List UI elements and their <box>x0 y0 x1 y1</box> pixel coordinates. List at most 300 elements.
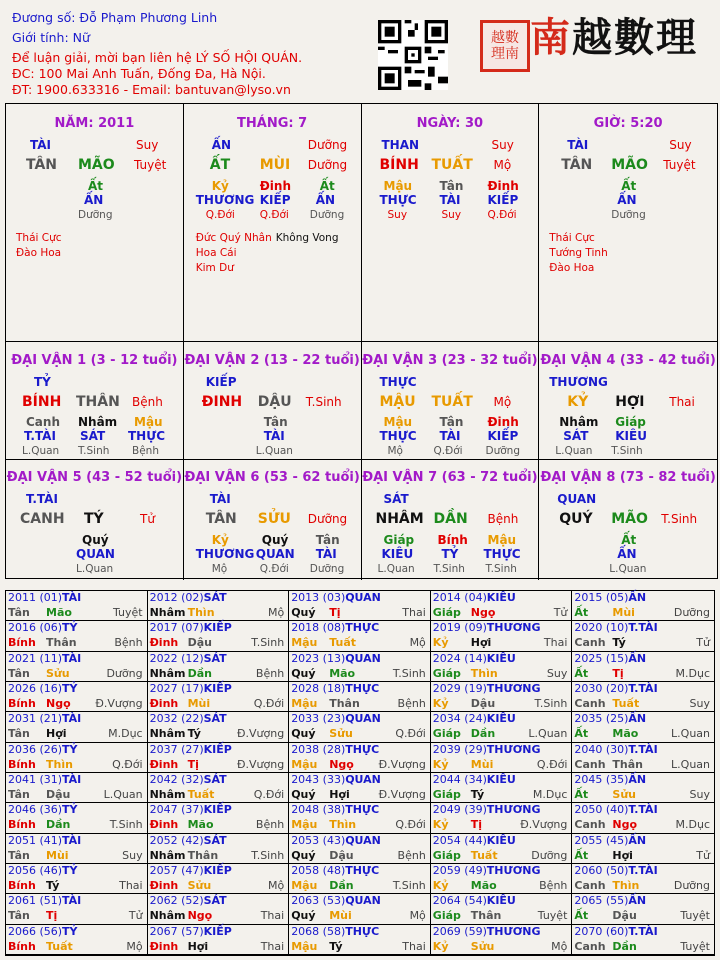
hidden-god: KIẾP <box>487 429 519 443</box>
life-phase: Dưỡng <box>531 848 568 862</box>
year-label: 2064 (54) <box>432 894 487 908</box>
year-label: 2036 (26) <box>8 742 63 756</box>
year-label: 2067 (57) <box>149 924 204 938</box>
pillar-branch: MÃO <box>611 157 648 173</box>
year-cell <box>6 925 148 955</box>
year-stem: Nhâm <box>149 606 186 619</box>
pillar-title: GIỜ: 5:20 <box>593 116 663 131</box>
year-cell <box>289 591 431 621</box>
year-branch: Dậu <box>187 636 212 650</box>
year-cell <box>431 591 573 621</box>
ten-god: ẤN <box>628 773 647 786</box>
dai-van-6 <box>184 460 362 580</box>
year-stem: Nhâm <box>149 909 186 923</box>
year-cell <box>148 773 290 803</box>
life-phase: Bệnh <box>255 818 285 832</box>
year-label: 2042 (32) <box>149 773 204 786</box>
hidden-god: THỰC <box>128 429 166 443</box>
life-phase: L.Quan <box>671 727 710 741</box>
year-branch: Sửu <box>329 727 353 741</box>
year-branch: Dần <box>46 818 71 832</box>
hidden-state: Mộ <box>387 445 403 457</box>
dai-van-phase: T.Sinh <box>661 512 698 526</box>
year-stem: Canh <box>574 818 606 832</box>
dai-van-branch: MÃO <box>611 511 648 527</box>
ten-god: TỶ <box>62 621 78 635</box>
year-label: 2011 (01) <box>8 591 63 604</box>
ten-god: SÁT <box>203 773 227 786</box>
year-label: 2068 (58) <box>291 924 346 938</box>
year-cell <box>148 834 290 864</box>
year-branch: Tị <box>46 909 58 923</box>
hidden-stem: Bính <box>437 533 468 547</box>
life-phase: Tử <box>696 636 710 650</box>
life-phase: T.Sinh <box>109 818 143 832</box>
hidden-stem: Nhâm <box>559 415 599 429</box>
hidden-stem: Tân <box>315 533 340 547</box>
year-branch: Tị <box>329 606 341 619</box>
hidden-stem: Tân <box>439 415 464 429</box>
ten-god: ẤN <box>628 712 647 726</box>
ten-god: T.TÀI <box>628 742 658 756</box>
year-branch: Hợi <box>46 727 67 741</box>
life-phase: Bệnh <box>397 848 426 862</box>
ten-god: THỰC <box>345 621 380 635</box>
ten-god: KIẾP <box>203 924 232 938</box>
life-phase: Tử <box>128 909 143 923</box>
year-label: 2016 (06) <box>8 621 63 635</box>
year-label: 2027 (17) <box>149 682 204 695</box>
year-stem: Canh <box>574 879 606 892</box>
year-label: 2046 (36) <box>8 803 63 817</box>
year-branch: Tuất <box>46 939 73 953</box>
life-phase: Suy <box>122 848 143 862</box>
year-stem: Ất <box>574 727 589 741</box>
year-branch: Thân <box>329 697 360 710</box>
ten-god: THỰC <box>345 803 380 817</box>
hidden-state: Q.Đới <box>259 209 289 221</box>
year-label: 2061 (51) <box>8 894 63 908</box>
year-cell <box>148 591 290 621</box>
year-cell <box>289 652 431 682</box>
hidden-god: KIÊU <box>381 547 414 561</box>
hidden-stem: Mậu <box>134 415 163 429</box>
year-label: 2069 (59) <box>432 924 487 938</box>
year-stem: Quý <box>291 666 316 680</box>
year-label: 2014 (04) <box>432 591 487 604</box>
pillar-stem: ẤT <box>209 157 231 173</box>
hidden-god: TÀI <box>439 429 461 443</box>
year-label: 2026 (16) <box>8 682 63 695</box>
year-stem: Đinh <box>149 697 179 710</box>
year-label: 2023 (13) <box>291 651 346 665</box>
pillar-day <box>362 104 540 342</box>
dai-van-stem: NHÂM <box>375 511 424 527</box>
year-label: 2053 (43) <box>291 833 346 847</box>
year-label: 2028 (18) <box>291 682 346 695</box>
ten-god: T.TÀI <box>628 621 658 635</box>
ten-god: TÀI <box>62 833 82 847</box>
year-stem: Ất <box>574 848 589 862</box>
star-empty-void: Không Vong <box>275 232 339 244</box>
pillar-phase: Dưỡng <box>307 138 348 152</box>
hidden-god: THỰC <box>379 429 417 443</box>
life-phase: T.Sinh <box>534 697 568 710</box>
pillar-phase2: Tuyệt <box>134 158 167 172</box>
ten-god: TÀI <box>62 773 82 786</box>
life-phase: Bệnh <box>539 879 568 892</box>
year-branch: Mùi <box>470 757 494 771</box>
dai-van-4 <box>539 342 717 460</box>
year-cell <box>289 894 431 924</box>
year-branch: Mão <box>329 666 356 680</box>
year-label: 2065 (55) <box>574 894 629 908</box>
year-stem: Quý <box>291 909 316 923</box>
life-phase: M.Dục <box>532 788 568 801</box>
year-stem: Mậu <box>291 757 318 771</box>
year-branch: Sửu <box>187 879 212 892</box>
life-phase: Dưỡng <box>673 606 710 619</box>
year-label: 2051 (41) <box>8 833 63 847</box>
pillar-title: NGÀY: 30 <box>416 116 484 131</box>
year-branch: Tý <box>329 939 343 953</box>
year-branch: Tuất <box>187 788 215 801</box>
ten-god: TÀI <box>62 651 82 665</box>
year-stem: Ất <box>574 606 589 619</box>
hidden-state: Dưỡng <box>309 209 345 221</box>
life-phase: Dưỡng <box>673 879 710 892</box>
year-stem: Giáp <box>432 666 461 680</box>
year-stem: Nhâm <box>149 727 186 741</box>
ten-god: THƯƠNG <box>486 864 541 877</box>
year-label: 2017 (07) <box>149 621 204 635</box>
year-cell <box>6 682 148 712</box>
year-cell <box>572 803 714 833</box>
year-cell <box>6 621 148 651</box>
year-cell <box>572 743 714 773</box>
year-cell <box>289 864 431 894</box>
hidden-god: THƯƠNG <box>195 547 255 561</box>
ten-god: QUAN <box>345 833 381 847</box>
year-cell <box>6 712 148 742</box>
hidden-stem: Ất <box>88 179 104 193</box>
phone-email-line: ĐT: 1900.633316 - Email: bantuvan@lyso.vn <box>12 82 291 97</box>
year-stem: Tân <box>8 909 30 923</box>
hidden-stem: Kỷ <box>211 533 229 547</box>
life-phase: Tuyệt <box>680 939 710 953</box>
year-label: 2025 (15) <box>574 651 629 665</box>
ten-god: KIẾP <box>203 864 232 877</box>
life-phase: Tử <box>553 606 568 619</box>
ten-god: QUAN <box>345 773 381 786</box>
life-phase: Thai <box>543 636 568 650</box>
year-branch: Thân <box>612 757 643 771</box>
year-cell <box>6 894 148 924</box>
year-branch: Tý <box>187 727 201 741</box>
life-phase: T.Sinh <box>392 879 426 892</box>
year-stem: Đinh <box>149 636 179 650</box>
year-stem: Canh <box>574 939 606 953</box>
hidden-god: THỰC <box>483 547 521 561</box>
ten-god: KIÊU <box>486 773 516 786</box>
year-branch: Thân <box>470 909 502 923</box>
hidden-state: L.Quan <box>22 445 60 457</box>
year-label: 2013 (03) <box>291 591 346 604</box>
year-stem: Tân <box>8 788 30 801</box>
year-stem: Bính <box>8 818 36 832</box>
hidden-state: L.Quan <box>255 445 293 457</box>
year-stem: Kỷ <box>432 697 449 710</box>
ten-god: SÁT <box>203 591 227 604</box>
dai-van-title: ĐẠI VẬN 2 (13 - 22 tuổi) <box>184 353 360 368</box>
year-branch: Ngọ <box>470 606 496 619</box>
life-phase: Suy <box>689 788 710 801</box>
year-cell <box>148 803 290 833</box>
pillars-grid <box>5 103 718 579</box>
dai-van-god: TÀI <box>209 492 231 506</box>
hidden-stem: Giáp <box>615 415 646 429</box>
year-label: 2047 (37) <box>149 803 204 817</box>
hidden-state: Dưỡng <box>611 209 646 221</box>
hidden-stem: Đinh <box>487 415 519 429</box>
year-branch: Dậu <box>470 697 496 710</box>
life-phase: Mộ <box>267 879 285 892</box>
ten-god: TỶ <box>62 803 78 817</box>
year-stem: Kỷ <box>432 818 449 832</box>
dai-van-phase: Tử <box>140 512 155 526</box>
hidden-state: Dưỡng <box>485 445 520 457</box>
year-stem: Kỷ <box>432 939 449 953</box>
dai-van-phase: Bệnh <box>132 395 163 409</box>
year-label: 2048 (38) <box>291 803 346 817</box>
hidden-state: Mộ <box>211 563 228 575</box>
year-cell <box>289 803 431 833</box>
hidden-stem: Đinh <box>487 179 519 193</box>
ten-god: THƯƠNG <box>486 924 541 938</box>
year-branch: Ngọ <box>329 757 354 771</box>
dai-van-title: ĐẠI VẬN 8 (73 - 82 tuổi) <box>540 470 716 485</box>
year-stem: Giáp <box>432 606 461 619</box>
year-branch: Dậu <box>329 848 354 862</box>
dai-van-phase: Mộ <box>493 395 512 409</box>
year-branch: Tý <box>612 636 626 650</box>
year-cell <box>6 773 148 803</box>
year-label: 2021 (11) <box>8 651 63 665</box>
year-branch: Dậu <box>46 788 71 801</box>
ten-god: ẤN <box>628 833 647 847</box>
life-phase: Bệnh <box>397 697 426 710</box>
life-phase: Đ.Vượng <box>378 757 426 771</box>
pillar-branch: TUẤT <box>431 157 473 173</box>
year-label: 2043 (33) <box>291 773 346 786</box>
life-phase: M.Dục <box>675 818 710 832</box>
year-branch: Mão <box>187 818 214 832</box>
dai-van-stem: TÂN <box>205 511 237 527</box>
year-branch: Thân <box>46 636 77 650</box>
year-stem: Tân <box>8 666 30 680</box>
ten-god: SÁT <box>203 894 227 908</box>
year-branch: Hợi <box>329 788 350 801</box>
year-label: 2058 (48) <box>291 864 346 877</box>
life-phase: Q.Đới <box>112 757 143 771</box>
star-item: Đức Quý Nhân <box>195 232 272 244</box>
hidden-god: ẤN <box>617 547 637 561</box>
year-branch: Hợi <box>470 636 492 650</box>
year-branch: Dậu <box>612 909 637 923</box>
life-phase: Bệnh <box>255 666 285 680</box>
year-branch: Sửu <box>612 788 636 801</box>
year-cell <box>431 925 573 955</box>
hidden-god: T.TÀI <box>24 429 56 443</box>
year-cell <box>431 864 573 894</box>
life-phase: Q.Đới <box>395 727 426 741</box>
ten-god: KIÊU <box>486 894 516 908</box>
hidden-stem: Quý <box>261 533 289 547</box>
year-cell <box>289 712 431 742</box>
ten-god: QUAN <box>345 894 381 908</box>
ten-god: TỶ <box>62 864 78 877</box>
hidden-state: Dưỡng <box>78 209 113 221</box>
dai-van-branch: TÝ <box>84 511 104 527</box>
hidden-state: L.Quan <box>377 563 415 575</box>
year-label: 2063 (53) <box>291 894 346 908</box>
hidden-god: ẤN <box>84 193 104 207</box>
year-stem: Quý <box>291 848 316 862</box>
year-branch: Thìn <box>470 666 498 680</box>
year-branch: Mùi <box>612 606 635 619</box>
dai-van-phase: Bệnh <box>487 512 519 526</box>
year-stem: Đinh <box>149 939 179 953</box>
dai-van-title: ĐẠI VẬN 6 (53 - 62 tuổi) <box>184 470 360 485</box>
year-stem: Tân <box>8 606 30 619</box>
ten-god: THƯƠNG <box>486 803 541 817</box>
dai-van-stem: MẬU <box>379 394 416 410</box>
year-cell <box>572 621 714 651</box>
dai-van-stem: ĐINH <box>201 394 243 410</box>
year-stem: Tân <box>8 848 30 862</box>
ten-god: ẤN <box>628 651 647 665</box>
life-phase: Đ.Vượng <box>95 697 143 710</box>
pillar-branch: MÃO <box>78 157 115 173</box>
year-branch: Tý <box>46 879 60 892</box>
dai-van-branch: SỬU <box>257 511 291 527</box>
contact-line: Để luận giải, mời bạn liên hệ LÝ SỐ HỘI QUÁN. <box>12 50 303 65</box>
year-cell <box>572 894 714 924</box>
hidden-stem: Mậu <box>487 533 517 547</box>
year-cell <box>572 682 714 712</box>
life-phase: Mộ <box>409 636 426 650</box>
year-cell <box>6 834 148 864</box>
year-cell <box>148 894 290 924</box>
year-cell <box>572 773 714 803</box>
pillar-hour <box>539 104 717 342</box>
year-label: 2012 (02) <box>149 591 204 604</box>
hidden-god: TỶ <box>441 547 459 561</box>
star-item: Kim Dư <box>195 262 234 274</box>
hidden-state: Q.Đới <box>487 209 517 221</box>
hidden-state: L.Quan <box>609 563 647 575</box>
pillar-title: THÁNG: 7 <box>237 116 308 131</box>
year-cell <box>572 652 714 682</box>
ten-god: KIÊU <box>486 833 516 847</box>
year-label: 2029 (19) <box>432 682 487 695</box>
year-branch: Mùi <box>329 909 352 923</box>
ten-god: SÁT <box>203 651 227 665</box>
dai-van-title: ĐẠI VẬN 5 (43 - 52 tuổi) <box>6 470 183 485</box>
year-cell <box>431 652 573 682</box>
year-cell <box>289 682 431 712</box>
life-phase: Đ.Vượng <box>236 727 285 741</box>
year-label: 2015 (05) <box>574 591 629 604</box>
year-cell <box>6 864 148 894</box>
ten-god: T.TÀI <box>628 803 658 817</box>
year-branch: Mùi <box>187 697 211 710</box>
dai-van-god: T.TÀI <box>26 492 58 506</box>
hidden-god: SÁT <box>80 429 106 443</box>
life-phase: Thai <box>260 939 285 953</box>
hidden-god: SÁT <box>563 429 589 443</box>
gender: Giới tính: Nữ <box>12 30 90 45</box>
year-label: 2040 (30) <box>574 742 629 756</box>
year-cell <box>431 682 573 712</box>
hidden-god: KIẾP <box>259 193 291 207</box>
year-cell <box>6 652 148 682</box>
hidden-stem: Kỷ <box>211 179 229 193</box>
year-stem: Mậu <box>291 939 318 953</box>
year-branch: Ngọ <box>46 697 71 710</box>
year-branch: Dần <box>612 939 637 953</box>
dai-van-phase: T.Sinh <box>305 395 342 409</box>
life-phase: Đ.Vượng <box>378 788 426 801</box>
ten-god: THỰC <box>345 682 380 695</box>
year-stem: Canh <box>574 636 606 650</box>
pillar-phase: Suy <box>491 138 514 152</box>
hidden-state: Q.Đới <box>205 209 235 221</box>
year-label: 2070 (60) <box>574 924 629 938</box>
hidden-god: QUAN <box>255 547 295 561</box>
year-cell <box>289 743 431 773</box>
hidden-god: TÀI <box>315 547 337 561</box>
pillar-title: NĂM: 2011 <box>54 116 135 131</box>
ten-god: TỶ <box>62 682 78 695</box>
dai-van-god: SÁT <box>383 492 409 506</box>
year-label: 2062 (52) <box>149 894 204 908</box>
year-branch: Tuất <box>612 697 640 710</box>
year-branch: Ngọ <box>187 909 213 923</box>
pillar-phase: Suy <box>669 138 692 152</box>
pillar-god: THAN <box>381 138 420 152</box>
hidden-state: Q.Đới <box>259 563 289 575</box>
ten-god: KIÊU <box>486 712 516 726</box>
life-phase: Mộ <box>267 606 285 619</box>
year-stem: Bính <box>8 939 36 953</box>
pillar-phase2: Dưỡng <box>307 158 348 172</box>
pillar-branch: MÙI <box>259 157 291 173</box>
hidden-state: Dưỡng <box>309 563 345 575</box>
year-stem: Đinh <box>149 757 179 771</box>
year-cell <box>148 682 290 712</box>
qr-code-icon <box>378 20 448 90</box>
hidden-god: TÀI <box>263 429 285 443</box>
dai-van-stem: BÍNH <box>22 394 62 410</box>
life-phase: M.Dục <box>675 666 710 680</box>
life-phase: Dưỡng <box>106 666 143 680</box>
life-phase: Mộ <box>409 909 426 923</box>
life-phase: Suy <box>546 666 568 680</box>
year-stem: Mậu <box>291 636 318 650</box>
year-label: 2059 (49) <box>432 864 487 877</box>
ten-god: KIẾP <box>203 682 232 695</box>
